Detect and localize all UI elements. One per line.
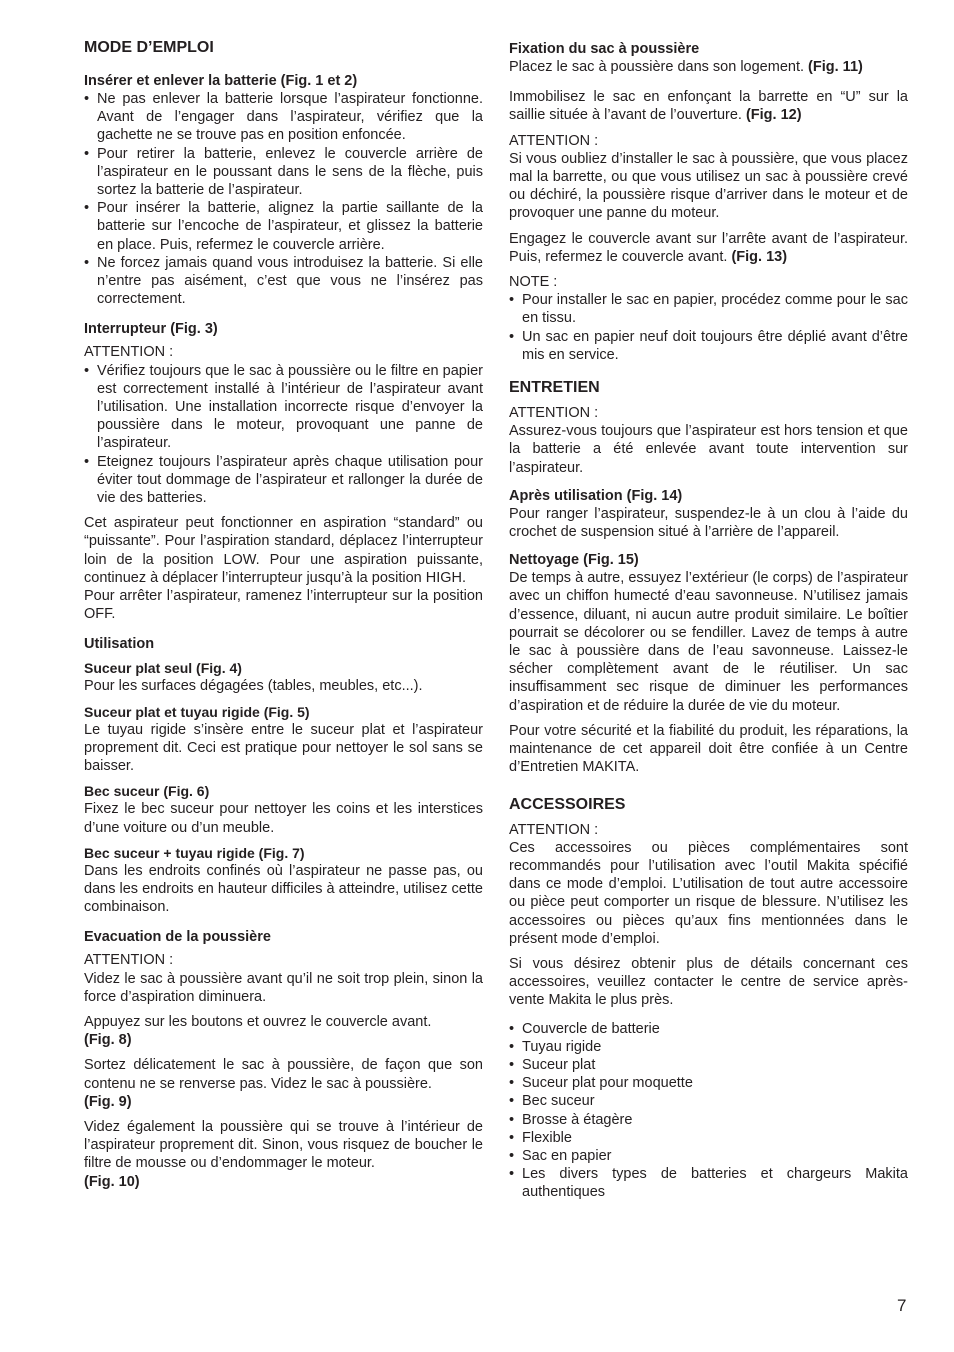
dust-paragraph: Appuyez sur les boutons et ouvrez le couvercle avant. (Fig. 8): [84, 1013, 432, 1049]
maintenance-paragraph: Pour votre sécurité et la fiabilité du produit, les réparations, la maintenance de cet appareil doit être confiée à un Centre d’Entretien MAKITA.: [509, 722, 908, 776]
list-item: • Suceur plat pour moquette: [509, 1074, 908, 1092]
heading-after-use: Après utilisation (Fig. 14): [509, 487, 683, 504]
note-list: [509, 291, 908, 364]
heading-usage: Utilisation: [84, 636, 155, 653]
heading-cleaning: Nettoyage (Fig. 15): [509, 552, 639, 569]
switch-list: [84, 362, 483, 508]
usage-paragraph: Pour les surfaces dégagées (tables, meubles, etc...).: [84, 678, 423, 695]
list-item: • Brosse à étagère: [509, 1111, 908, 1129]
dust-paragraph: Sortez délicatement le sac à poussière, de façon que son contenu ne se renverse pas. Videz le sac à poussière. (Fig. 9): [84, 1057, 483, 1110]
bag-paragraph: Engagez le couvercle avant sur l’arrête avant de l’aspirateur. Puis, refermez le couvercle avant. (Fig. 13): [509, 230, 908, 265]
right-column: [509, 38, 908, 1209]
bag-paragraph: Immobilisez le sac en enfonçant la barrette en “U” sur la saillie située à l’avant de l’ouverture. (Fig. 12): [509, 89, 908, 124]
attention-label: ATTENTION :: [509, 132, 599, 149]
attention-label: ATTENTION :: [84, 952, 174, 969]
bag-paragraph: Si vous oubliez d’installer le sac à poussière, que vous placez mal la barrette, ou que vous utilisez un sac à poussière crevé ou déchiré, la poussière risque d’arriver dans le moteur et de provoquer une panne du moteur.: [509, 150, 908, 222]
dust-paragraph: Videz le sac à poussière avant qu’il ne soit trop plein, sinon la force d’aspiration diminuera.: [84, 970, 483, 1005]
list-item: • Vérifiez toujours que le sac à poussière ou le filtre en papier est correctement installé à l’intérieur de l’aspirateur avant l’utilisation. Une installation incorrecte risque d’envoyer la poussière dans le moteur, provoquant une panne de l’aspirateur.: [84, 362, 483, 453]
accessories-paragraph: Ces accessoires ou pièces complémentaires sont recommandés pour l’utilisation avec l’outil Makita spécifié dans ce mode d’emploi. L’utilisation de tout autre accessoire ou pièce peut comporter un risque de blessure. N’utilisez les accessoires ou pièces qu’aux fins mentionnées dans le présent mode d’emploi.: [509, 839, 908, 947]
usage-paragraph: Fixez le bec suceur pour nettoyer les coins et les interstices d’une voiture ou d’un meuble.: [84, 801, 483, 836]
list-item: • Flexible: [509, 1129, 908, 1147]
list-item: • Ne pas enlever la batterie lorsque l’aspirateur fonctionne. Avant de l’engager dans l’aspirateur, vérifiez que la gachette ne se trouve pas en position enfoncée.: [84, 90, 483, 145]
heading-dust: Evacuation de la poussière: [84, 929, 271, 946]
dust-paragraph: Videz également la poussière qui se trouve à l’intérieur de l’aspirateur proprement dit. Sinon, vous risquez de boucher le filtre de mousse ou d’endommager le moteur. (Fig. 10): [84, 1118, 483, 1190]
section-title-mode-emploi: MODE D’EMPLOI: [84, 39, 214, 56]
subheading-flat-pipe: Suceur plat et tuyau rigide (Fig. 5): [84, 703, 310, 720]
left-column: [84, 38, 483, 1198]
page-number: 7: [897, 1296, 907, 1315]
list-item: • Suceur plat: [509, 1056, 908, 1074]
bag-paragraph: Placez le sac à poussière dans son logement. (Fig. 11): [509, 59, 863, 75]
list-item: • Sac en papier: [509, 1147, 908, 1165]
list-item: • Pour installer le sac en papier, procédez comme pour le sac en tissu.: [509, 291, 908, 327]
list-item: • Pour retirer la batterie, enlevez le couvercle arrière de l’aspirateur en le poussant dans le sens de la flèche, puis sortez la batterie de l’aspirateur.: [84, 145, 483, 200]
list-item: • Les divers types de batteries et chargeurs Makita authentiques: [509, 1165, 908, 1201]
attention-label: ATTENTION :: [509, 821, 599, 838]
section-title-accessoires: ACCESSOIRES: [509, 795, 626, 813]
section-title-entretien: ENTRETIEN: [509, 379, 600, 397]
usage-paragraph: Dans les endroits confinés où l’aspirateur ne passe pas, ou dans les endroits en hauteur difficiles à atteindre, utilisez cette combinaison.: [84, 862, 483, 916]
list-item: • Ne forcez jamais quand vous introduisez la batterie. Si elle n’entre pas aisément, c’est que vous ne l’insérez pas correctement.: [84, 254, 483, 309]
list-item: • Un sac en papier neuf doit toujours être déplié avant d’être mis en service.: [509, 328, 908, 364]
heading-battery: Insérer et enlever la batterie (Fig. 1 et 2): [84, 73, 358, 89]
subheading-flat-nozzle: Suceur plat seul (Fig. 4): [84, 660, 242, 677]
heading-switch: Interrupteur (Fig. 3): [84, 321, 218, 338]
note-label: NOTE :: [509, 274, 558, 291]
heading-bag: Fixation du sac à poussière: [509, 41, 700, 57]
attention-label: ATTENTION :: [84, 344, 174, 361]
list-item: • Bec suceur: [509, 1092, 908, 1110]
usage-paragraph: Le tuyau rigide s’insère entre le suceur plat et l’aspirateur proprement dit. Ceci est pratique pour nettoyer le sol sans se baisser.: [84, 721, 483, 775]
subheading-nozzle: Bec suceur (Fig. 6): [84, 783, 210, 800]
switch-paragraph: Cet aspirateur peut fonctionner en aspiration “standard” ou “puissante”. Pour l’aspiration standard, déplacez l’interrupteur loin de la position LOW. Pour une aspiration puissante, continuez à déplacer l’interrupteur jusqu’à la position HIGH.: [84, 515, 483, 586]
list-item: • Tuyau rigide: [509, 1038, 908, 1056]
maintenance-paragraph: Assurez-vous toujours que l’aspirateur est hors tension et que la batterie a été enlevée avant toute intervention sur l’aspirateur.: [509, 423, 908, 476]
subheading-nozzle-pipe: Bec suceur + tuyau rigide (Fig. 7): [84, 844, 305, 861]
accessories-list: [509, 1020, 908, 1202]
maintenance-paragraph: Pour ranger l’aspirateur, suspendez-le à un clou à l’aide du crochet de suspension situé à l’arrière de l’appareil.: [509, 505, 908, 541]
list-item: • Couvercle de batterie: [509, 1020, 908, 1038]
accessories-paragraph: Si vous désirez obtenir plus de détails concernant ces accessoires, veuillez contacter le centre de service après-vente Makita le plus près.: [509, 955, 908, 1009]
switch-paragraph: Pour arrêter l’aspirateur, ramenez l’interrupteur sur la position OFF.: [84, 588, 483, 623]
maintenance-paragraph: De temps à autre, essuyez l’extérieur (le corps) de l’aspirateur avec un chiffon humecté d’eau savonneuse. N’utilisez jamais d’essence, diluant, ni aucun autre produit similaire. Le boîtier pourrait se décolorer ou se fendiller. Lavez de temps à autre le sac à poussière dans de l’eau savonneuse. Laissez-le sécher complètement avant de le réutiliser. Un sac insuffisamment sec risque de diminuer les performances d’aspiration et de réduire la durée de vie du moteur.: [509, 570, 908, 714]
list-item: • Pour insérer la batterie, alignez la partie saillante de la batterie sur l’encoche de l’aspirateur, et glissez la batterie en place. Puis, refermez le couvercle arrière.: [84, 199, 483, 254]
list-item: • Eteignez toujours l’aspirateur après chaque utilisation pour éviter tout dommage de l’aspirateur et rallonger la durée de vie des batteries.: [84, 453, 483, 508]
attention-label: ATTENTION :: [509, 405, 599, 422]
battery-list: [84, 90, 483, 308]
